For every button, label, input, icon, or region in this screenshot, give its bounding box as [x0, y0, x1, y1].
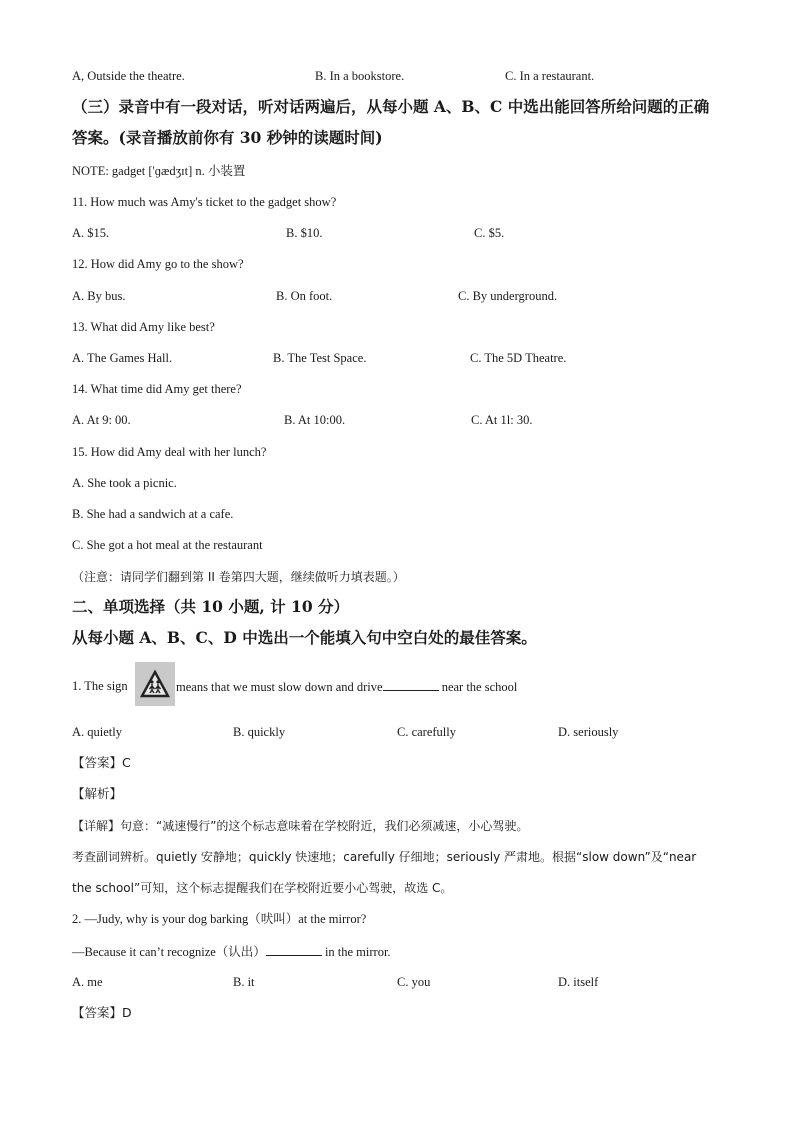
q12-option-c: C. By underground.: [458, 289, 558, 303]
answer-blank: [266, 943, 322, 956]
q14-option-b: B. At 10:00.: [284, 413, 346, 427]
vocab-note: NOTE: gadget ['ɡædʒɪt] n. 小装置: [72, 164, 246, 178]
mc1-option-a: A. quietly: [72, 725, 122, 739]
mc1-stem: means that we must slow down and drive near the school: [176, 680, 518, 694]
section2-instruction: 从每小题 A、B、C、D 中选出一个能填入句中空白处的最佳答案。: [72, 628, 537, 647]
q13-option-a: A. The Games Hall.: [72, 351, 173, 365]
mc2-option-d: D. itself: [558, 975, 599, 989]
mc1-analysis-label: 【解析】: [72, 786, 123, 801]
mc2-option-a: A. me: [72, 975, 103, 989]
q15-option-b: B. She had a sandwich at a cafe.: [72, 507, 234, 521]
q15-option-a: A. She took a picnic.: [72, 476, 177, 490]
section3-heading-line1: （三）录音中有一段对话，听对话两遍后，从每小题 A、B、C 中选出能回答所给问题的正确: [72, 97, 710, 116]
q12-option-a: A. By bus.: [72, 289, 126, 303]
question-12: 12. How did Amy go to the show?: [72, 257, 244, 271]
question-11: 11. How much was Amy's ticket to the gadget show?: [72, 195, 337, 209]
section2-title: 二、单项选择（共 10 小题, 计 10 分）: [72, 597, 350, 616]
mc1-option-d: D. seriously: [558, 725, 619, 739]
mc1-explain-line1: 考查副词辨析。quietly 安静地；quickly 快速地；carefully 仔细地；seriously 严肃地。根据“slow down”及“near: [72, 850, 697, 864]
question-14: 14. What time did Amy get there?: [72, 382, 242, 396]
mc1-answer: 【答案】C: [72, 755, 131, 770]
q11-option-c: C. $5.: [474, 226, 505, 240]
mc1-option-b: B. quickly: [233, 725, 286, 739]
answer-blank: [383, 678, 439, 691]
mc2-answer: 【答案】D: [72, 1005, 132, 1020]
mc1-detail: 【详解】句意：“减速慢行”的这个标志意味着在学校附近，我们必须减速，小心驾驶。: [72, 819, 529, 833]
q10-option-c: C. In a restaurant.: [505, 69, 595, 83]
mc2-option-c: C. you: [397, 975, 431, 989]
q14-option-a: A. At 9: 00.: [72, 413, 131, 427]
q10-option-b: B. In a bookstore.: [315, 69, 405, 83]
q13-option-c: C. The 5D Theatre.: [470, 351, 567, 365]
attention-note: （注意：请同学们翻到第 II 卷第四大题，继续做听力填表题。）: [72, 570, 405, 584]
q12-option-b: B. On foot.: [276, 289, 333, 303]
q10-option-a: A, Outside the theatre.: [72, 69, 185, 83]
slow-down-sign-image: [135, 662, 175, 706]
q11-option-a: A. $15.: [72, 226, 110, 240]
mc2-line2: —Because it can’t recognize（认出） in the mirror.: [72, 945, 391, 959]
section3-heading-line2: 答案。(录音播放前你有 30 秒钟的读题时间): [72, 128, 383, 147]
q13-option-b: B. The Test Space.: [273, 351, 367, 365]
mc1-prefix: 1. The sign: [72, 679, 128, 693]
warning-triangle-icon: [140, 669, 170, 699]
mc1-option-c: C. carefully: [397, 725, 457, 739]
question-13: 13. What did Amy like best?: [72, 320, 215, 334]
q15-option-c: C. She got a hot meal at the restaurant: [72, 538, 263, 552]
question-15: 15. How did Amy deal with her lunch?: [72, 445, 267, 459]
q14-option-c: C. At 1l: 30.: [471, 413, 533, 427]
mc2-line1: 2. —Judy, why is your dog barking（吠叫）at the mirror?: [72, 912, 367, 926]
mc1-explain-line2: the school”可知，这个标志提醒我们在学校附近要小心驾驶，故选 C。: [72, 881, 453, 895]
mc2-option-b: B. it: [233, 975, 255, 989]
q11-option-b: B. $10.: [286, 226, 323, 240]
